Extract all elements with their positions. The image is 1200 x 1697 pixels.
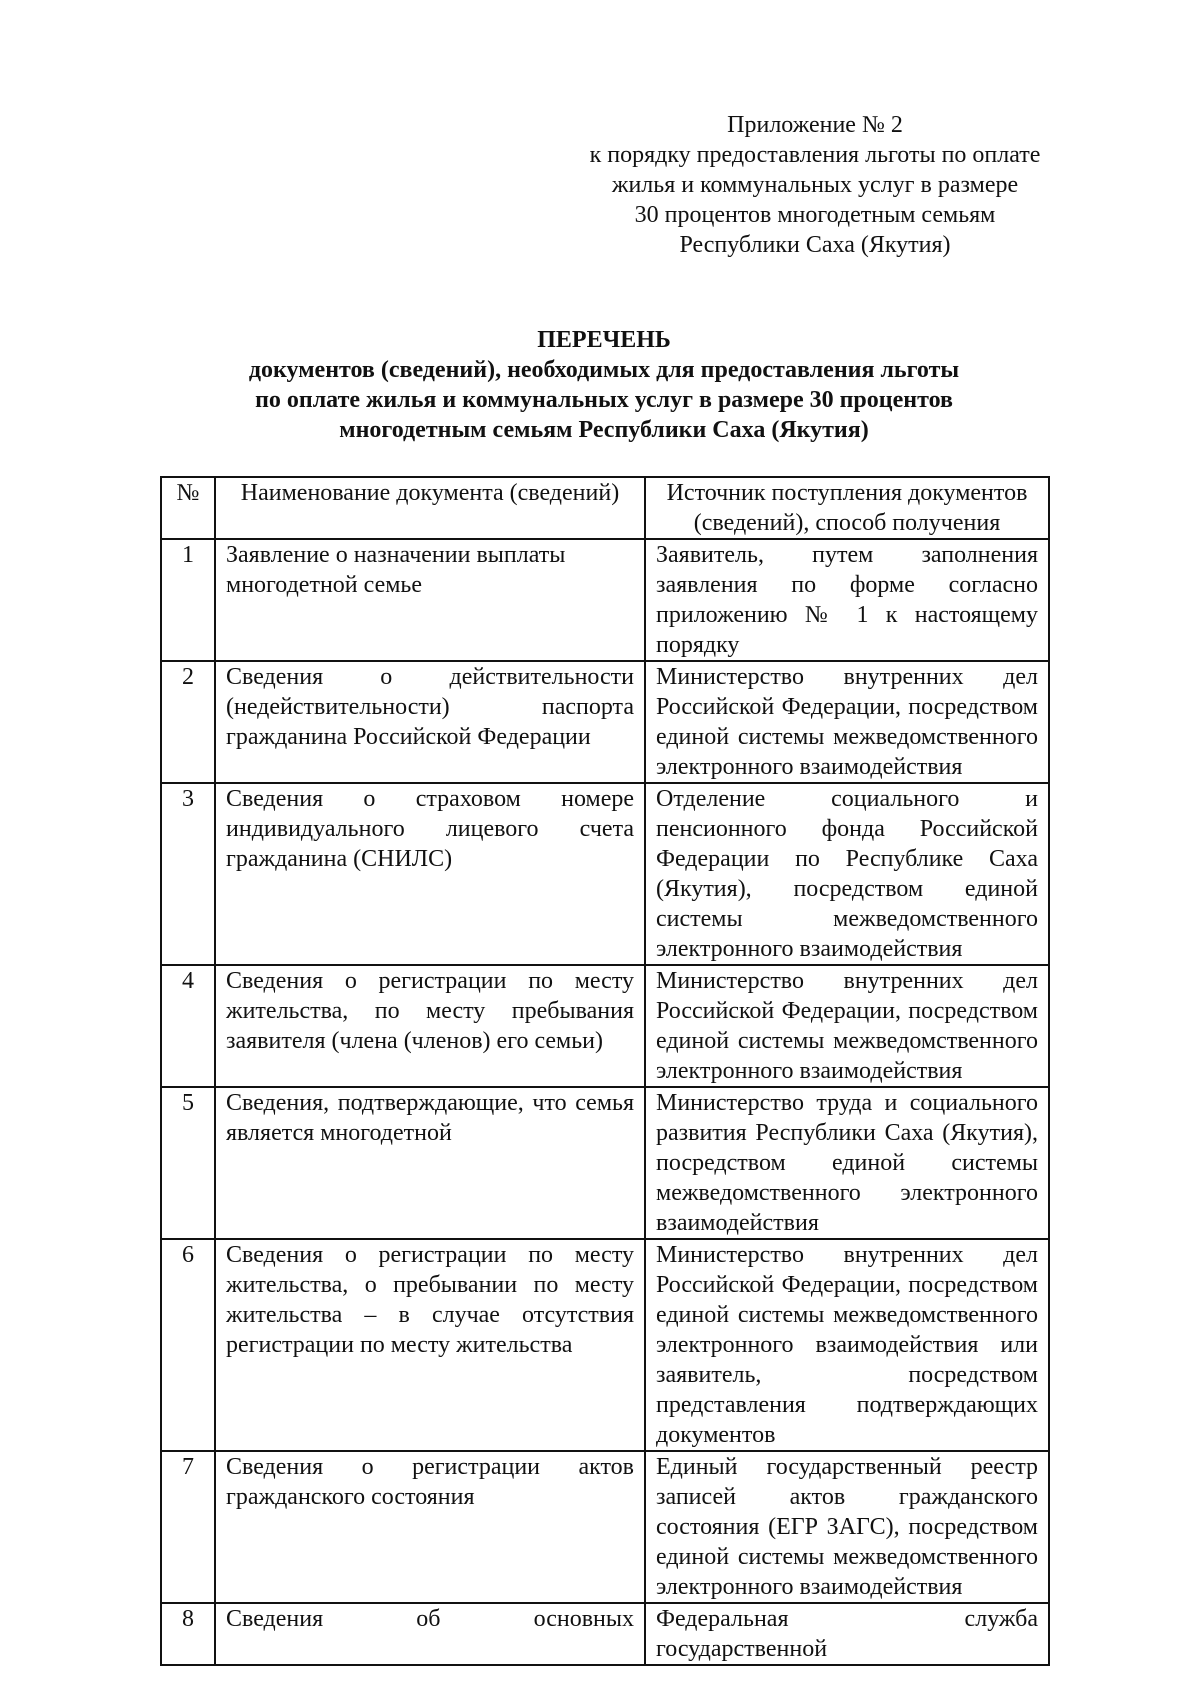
header-source: Источник поступления документов (сведений), способ получения — [645, 477, 1049, 539]
header-document-name: Наименование документа (сведений) — [215, 477, 645, 539]
row-number: 1 — [161, 539, 215, 661]
table-row — [161, 1239, 1049, 1451]
appendix-line: жилья и коммунальных услуг в размере — [611, 172, 1019, 198]
row-source: Отделение социального и пенсионного фонда Российской Федерации по Республике Саха (Якутия), посредством единой системы межведомственного электронного взаимодействия — [645, 783, 1049, 965]
table-header-row — [161, 477, 1049, 539]
appendix-line: Приложение № 2 — [727, 112, 903, 138]
table-row — [161, 1451, 1049, 1603]
table-row — [161, 539, 1049, 661]
row-document-name: Сведения о действительности (недействительности) паспорта гражданина Российской Федерации — [215, 661, 645, 783]
row-document-name: Сведения об основных — [215, 1603, 645, 1665]
row-number: 4 — [161, 965, 215, 1087]
row-document-name: Заявление о назначении выплаты многодетной семье — [215, 539, 645, 661]
table-row — [161, 965, 1049, 1087]
row-document-name: Сведения о регистрации актов гражданского состояния — [215, 1451, 645, 1603]
document-title — [160, 325, 1048, 445]
title-line: по оплате жилья и коммунальных услуг в размере 30 процентов — [255, 387, 953, 413]
title-line: многодетным семьям Республики Саха (Якутия) — [339, 417, 869, 443]
row-source: Министерство внутренних дел Российской Федерации, посредством единой системы межведомственного электронного взаимодействия или заявитель, посредством представления подтверждающих документов — [645, 1239, 1049, 1451]
header-number: № — [161, 477, 215, 539]
row-number: 5 — [161, 1087, 215, 1239]
row-source: Министерство внутренних дел Российской Федерации, посредством единой системы межведомственного электронного взаимодействия — [645, 965, 1049, 1087]
table-row — [161, 783, 1049, 965]
row-source: Министерство внутренних дел Российской Федерации, посредством единой системы межведомственного электронного взаимодействия — [645, 661, 1049, 783]
table-row — [161, 1603, 1049, 1665]
row-number: 8 — [161, 1603, 215, 1665]
appendix-line: 30 процентов многодетным семьям — [634, 202, 996, 228]
row-document-name: Сведения о страховом номере индивидуального лицевого счета гражданина (СНИЛС) — [215, 783, 645, 965]
row-number: 6 — [161, 1239, 215, 1451]
row-source: Единый государственный реестр записей актов гражданского состояния (ЕГР ЗАГС), посредством единой системы межведомственного электронного взаимодействия — [645, 1451, 1049, 1603]
row-source: Федеральная служба государственной — [645, 1603, 1049, 1665]
title-line: документов (сведений), необходимых для предоставления льготы — [248, 357, 960, 383]
row-number: 3 — [161, 783, 215, 965]
row-number: 2 — [161, 661, 215, 783]
table-row — [161, 1087, 1049, 1239]
title-heading: ПЕРЕЧЕНЬ — [537, 327, 671, 353]
row-number: 7 — [161, 1451, 215, 1603]
table-row — [161, 661, 1049, 783]
row-source: Министерство труда и социального развития Республики Саха (Якутия), посредством единой системы межведомственного электронного взаимодействия — [645, 1087, 1049, 1239]
row-document-name: Сведения о регистрации по месту жительства, о пребывании по месту жительства – в случае отсутствия регистрации по месту жительства — [215, 1239, 645, 1451]
appendix-line: Республики Саха (Якутия) — [679, 232, 951, 258]
appendix-line: к порядку предоставления льготы по оплате — [589, 142, 1041, 168]
row-source: Заявитель, путем заполнения заявления по форме согласно приложению № 1 к настоящему порядку — [645, 539, 1049, 661]
documents-table — [160, 476, 1050, 1666]
appendix-block — [560, 110, 1070, 260]
row-document-name: Сведения, подтверждающие, что семья является многодетной — [215, 1087, 645, 1239]
row-document-name: Сведения о регистрации по месту жительства, по месту пребывания заявителя (члена (членов) его семьи) — [215, 965, 645, 1087]
